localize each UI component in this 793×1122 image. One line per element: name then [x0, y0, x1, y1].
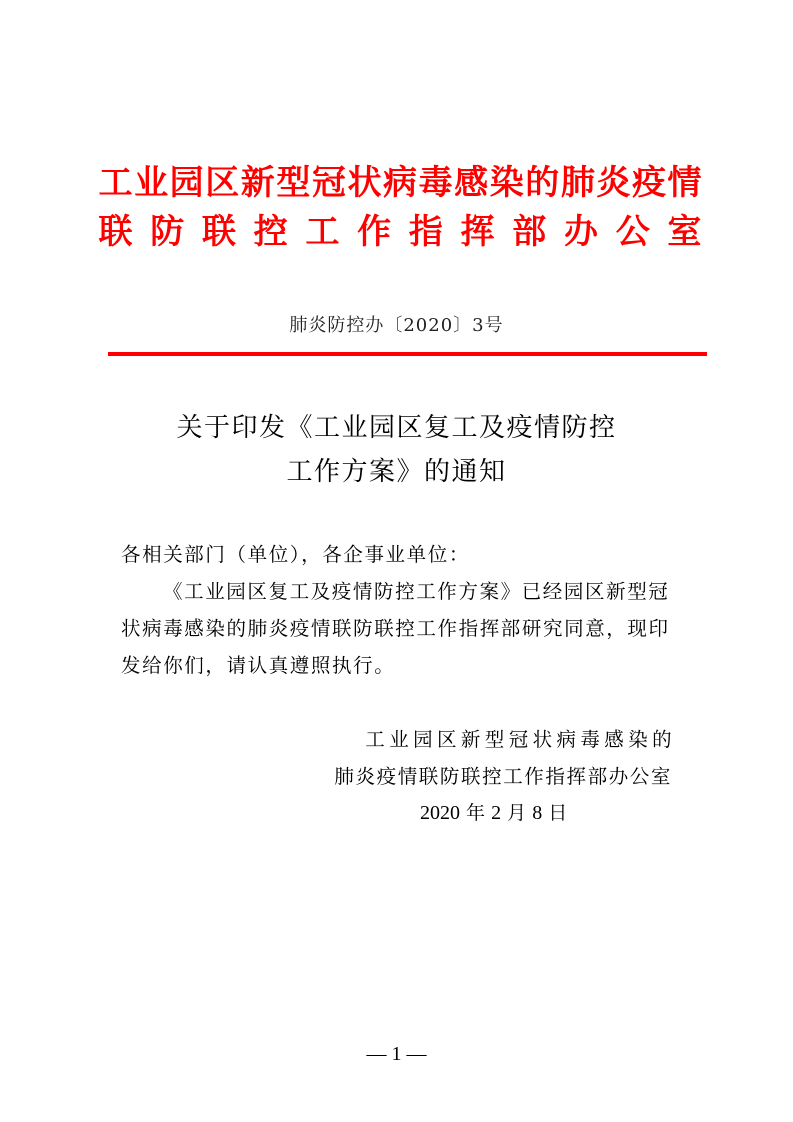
date-year: 2020 — [420, 802, 460, 824]
salutation: 各相关部门（单位），各企事业单位： — [121, 543, 470, 566]
body-paragraph: 《工业园区复工及疫情防控工作方案》已经园区新型冠状病毒感染的肺炎疫情联防联控工作指挥部研究同意，现印发给你们，请认真遵照执行。 — [121, 580, 670, 677]
date-month-unit: 月 — [507, 802, 527, 824]
title-char: 防 — [150, 212, 185, 252]
title-char: 型 — [276, 163, 311, 203]
date-month: 2 — [491, 802, 502, 824]
subject-title-line2: 工作方案》的通知 — [286, 457, 507, 487]
title-char: 园 — [169, 163, 204, 203]
title-char: 情 — [667, 163, 702, 203]
title-char: 控 — [253, 212, 288, 252]
title-char: 的 — [525, 163, 560, 203]
subject-title-line1: 关于印发《工业园区复工及疫情防控 — [176, 413, 617, 443]
title-char: 公 — [615, 212, 650, 252]
page-number: — 1 — — [366, 1043, 427, 1065]
title-char: 毒 — [418, 163, 453, 203]
title-char: 办 — [563, 212, 598, 252]
red-separator-rule — [108, 352, 707, 356]
title-char: 作 — [357, 212, 392, 252]
title-char: 炎 — [596, 163, 631, 203]
date-day-unit: 日 — [548, 802, 568, 824]
title-char: 指 — [408, 212, 443, 252]
title-char: 感 — [454, 163, 489, 203]
title-char: 疫 — [631, 163, 666, 203]
title-char: 工 — [98, 163, 133, 203]
title-char: 状 — [347, 163, 382, 203]
issuing-authority-title-line2 — [98, 212, 702, 252]
title-char: 新 — [240, 163, 275, 203]
title-char: 染 — [489, 163, 524, 203]
title-char: 挥 — [460, 212, 495, 252]
title-char: 工 — [305, 212, 340, 252]
signature-org-line2: 肺炎疫情联防联控工作指挥部办公室 — [334, 765, 672, 788]
title-char: 肺 — [560, 163, 595, 203]
issuing-authority-title-line1 — [98, 163, 702, 203]
title-char: 室 — [667, 212, 702, 252]
title-char: 病 — [383, 163, 417, 203]
title-char: 部 — [512, 212, 547, 252]
date-year-unit: 年 — [466, 802, 486, 824]
title-char: 联 — [201, 212, 236, 252]
signature-org-line1: 工业园区新型冠状病毒感染的 — [365, 728, 676, 751]
title-char: 冠 — [311, 163, 346, 203]
signature-date — [420, 795, 567, 832]
document-number: 肺炎防控办〔2020〕3号 — [289, 315, 504, 336]
date-day: 8 — [532, 802, 543, 824]
title-char: 业 — [134, 163, 169, 203]
title-char: 区 — [205, 163, 240, 203]
title-char: 联 — [98, 212, 133, 252]
